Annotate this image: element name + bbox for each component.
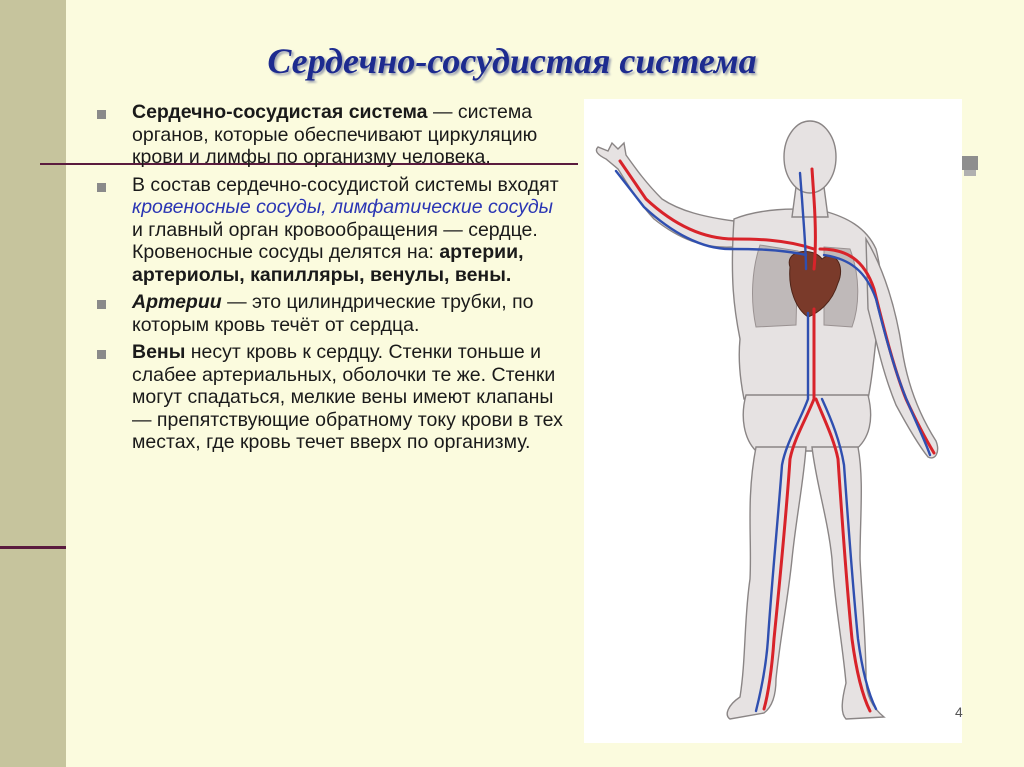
slide-title: Сердечно-сосудистая система: [267, 41, 757, 81]
bullet-square-icon: [97, 110, 106, 119]
item-text: — это цилиндрические трубки, по которым кровь течёт от сердца.: [132, 291, 534, 336]
list-item: [96, 174, 566, 287]
vessel-types: артерии, артериолы, капилляры, венулы, вены.: [132, 241, 524, 286]
bullet-square-icon: [97, 350, 106, 359]
item-text: несут кровь к сердцу. Стенки тоньше и слабее артериальных, оболочки те же. Стенки могут спадаться, мелкие вены имеют клапаны — препятствующие обратному току крови в тех местах, где кровь течет вверх по организму.: [132, 341, 563, 453]
item-text: и главный орган кровообращения — сердце. Кровеносные сосуды делятся на:: [132, 218, 538, 263]
bullet-square-icon: [97, 183, 106, 192]
list-item: [96, 291, 566, 336]
list-item: [96, 341, 566, 454]
item-text: В состав сердечно-сосудистой системы входят: [132, 173, 559, 196]
term-veins: Вены: [132, 341, 186, 363]
corner-mark-small: [964, 170, 976, 176]
slide-number: 4: [955, 704, 963, 720]
term-arteries: Артерии: [132, 291, 222, 313]
item-text: — система органов, которые обеспечивают циркуляцию крови и лимфы по организму человека.: [132, 101, 538, 168]
circulatory-system-illustration: [584, 99, 962, 743]
side-band: [0, 0, 66, 767]
highlight-vessels: кровеносные сосуды, лимфатические сосуды: [132, 196, 554, 218]
side-divider: [0, 546, 66, 549]
human-figure-drawing: [584, 99, 962, 743]
bullet-square-icon: [97, 300, 106, 309]
list-item: [96, 101, 566, 169]
bullet-list: [96, 101, 566, 459]
term-cvs: Сердечно-сосудистая система: [132, 101, 428, 123]
